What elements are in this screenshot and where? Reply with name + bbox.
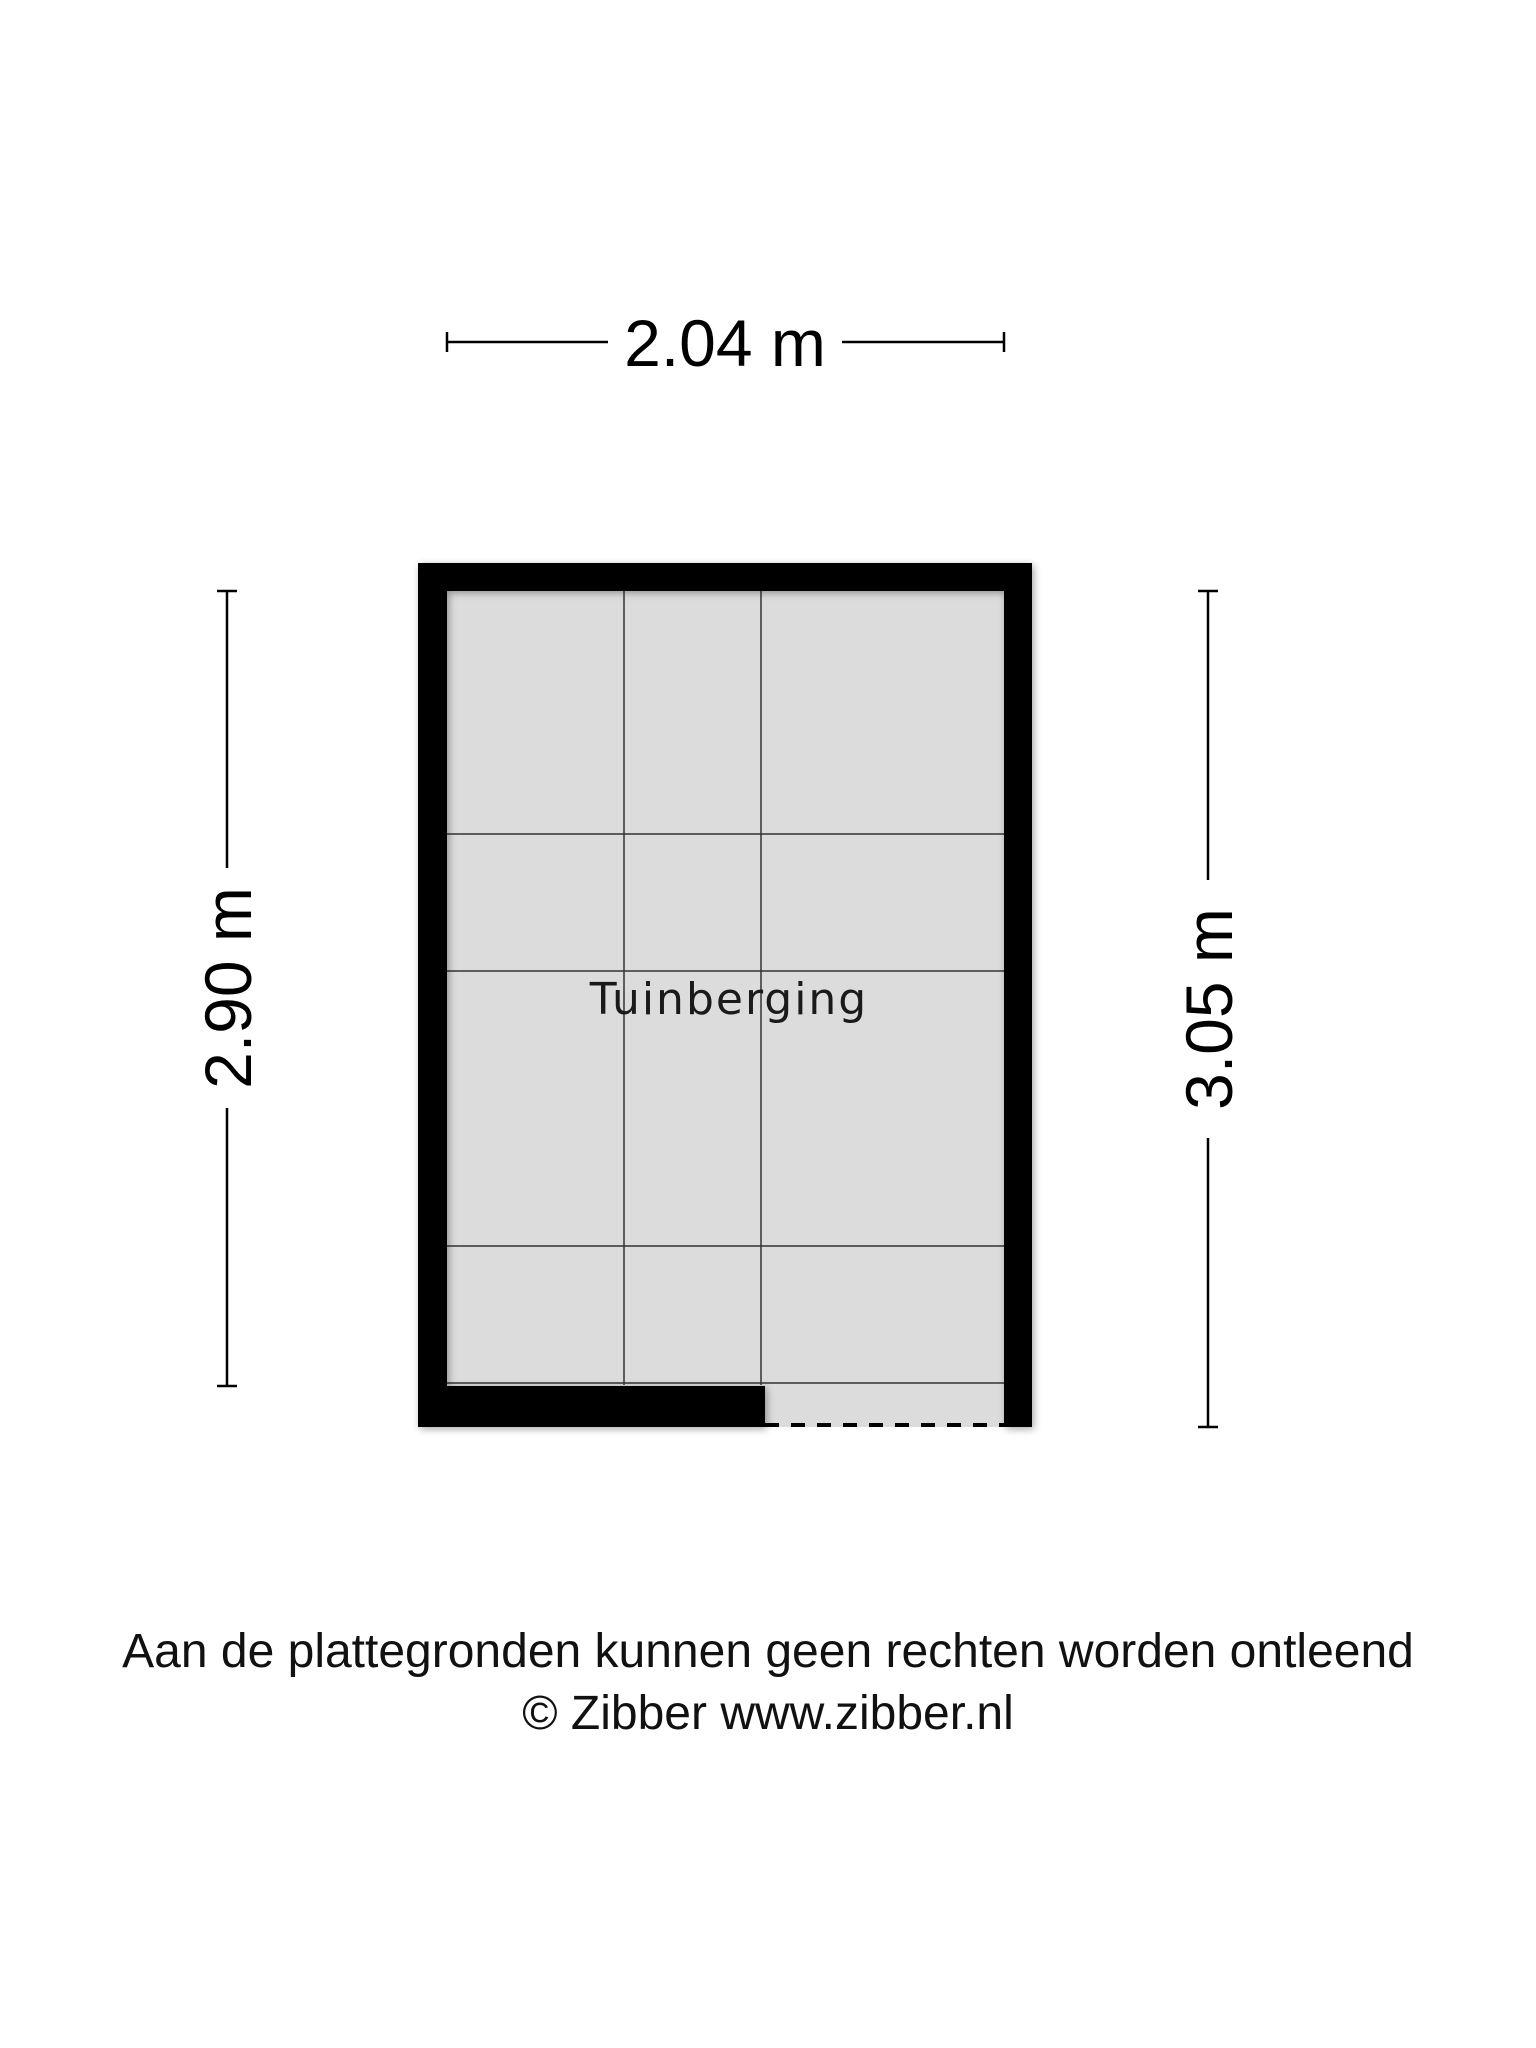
wall-left	[418, 563, 447, 1427]
room-label: Tuinberging	[589, 974, 869, 1025]
width-dimension	[447, 306, 1004, 380]
right-height-dimension	[1172, 591, 1246, 1427]
copyright-text: © Zibber www.zibber.nl	[522, 1687, 1014, 1740]
wall-right	[1004, 563, 1032, 1427]
width-dimension-label: 2.04 m	[624, 306, 826, 380]
left-height-dimension-label: 2.90 m	[191, 887, 265, 1089]
left-height-dimension	[191, 591, 265, 1386]
wall-top	[418, 563, 1032, 591]
wall-bottom	[418, 1386, 765, 1427]
disclaimer-text: Aan de plattegronden kunnen geen rechten worden ontleend	[122, 1625, 1414, 1678]
right-height-dimension-label: 3.05 m	[1172, 908, 1246, 1110]
